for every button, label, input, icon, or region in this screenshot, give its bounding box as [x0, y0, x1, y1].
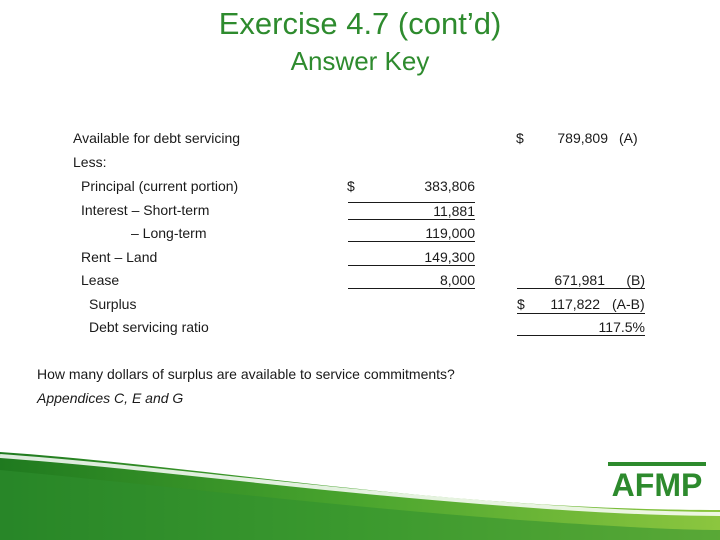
- surplus-dollar-sign: $: [517, 296, 525, 312]
- rent-value: 149,300: [348, 249, 475, 266]
- question-text: How many dollars of surplus are available to service commitments?: [37, 366, 455, 382]
- surplus-label: Surplus: [89, 296, 137, 312]
- afmp-logo: [608, 462, 706, 502]
- interest-long-value: 119,000: [348, 225, 475, 242]
- less-label: Less:: [73, 154, 107, 170]
- ratio-value: 117.5%: [517, 319, 645, 336]
- interest-short-value: 11,881: [348, 202, 475, 220]
- lease-value: 8,000: [348, 272, 475, 289]
- surplus-tag: (A-B): [612, 296, 645, 312]
- total-deductions-tag: (B): [605, 272, 645, 289]
- total-deductions-value: 671,981: [517, 272, 605, 289]
- surplus-value: 117,822: [550, 296, 600, 312]
- surplus-underline: [517, 313, 645, 314]
- page-subtitle: Answer Key: [290, 46, 430, 76]
- available-dollar-sign: $: [516, 130, 524, 146]
- lease-label: Lease: [81, 272, 120, 288]
- interest-long-label: – Long-term: [131, 225, 207, 241]
- ratio-label: Debt servicing ratio: [89, 319, 209, 335]
- interest-short-label: Interest – Short-term: [81, 202, 210, 218]
- principal-value: 383,806: [424, 178, 475, 194]
- available-label: Available for debt servicing: [73, 130, 241, 146]
- appendix-reference: Appendices C, E and G: [37, 390, 184, 406]
- rent-label: Rent – Land: [81, 249, 158, 265]
- available-tag: (A): [619, 130, 638, 146]
- page-title: Exercise 4.7 (cont’d): [218, 6, 502, 41]
- principal-label: Principal (current portion): [81, 178, 239, 194]
- logo-bar: [608, 462, 706, 466]
- principal-dollar-sign: $: [347, 178, 355, 194]
- logo-text: AFMP: [611, 467, 703, 503]
- available-value: 789,809: [557, 130, 608, 146]
